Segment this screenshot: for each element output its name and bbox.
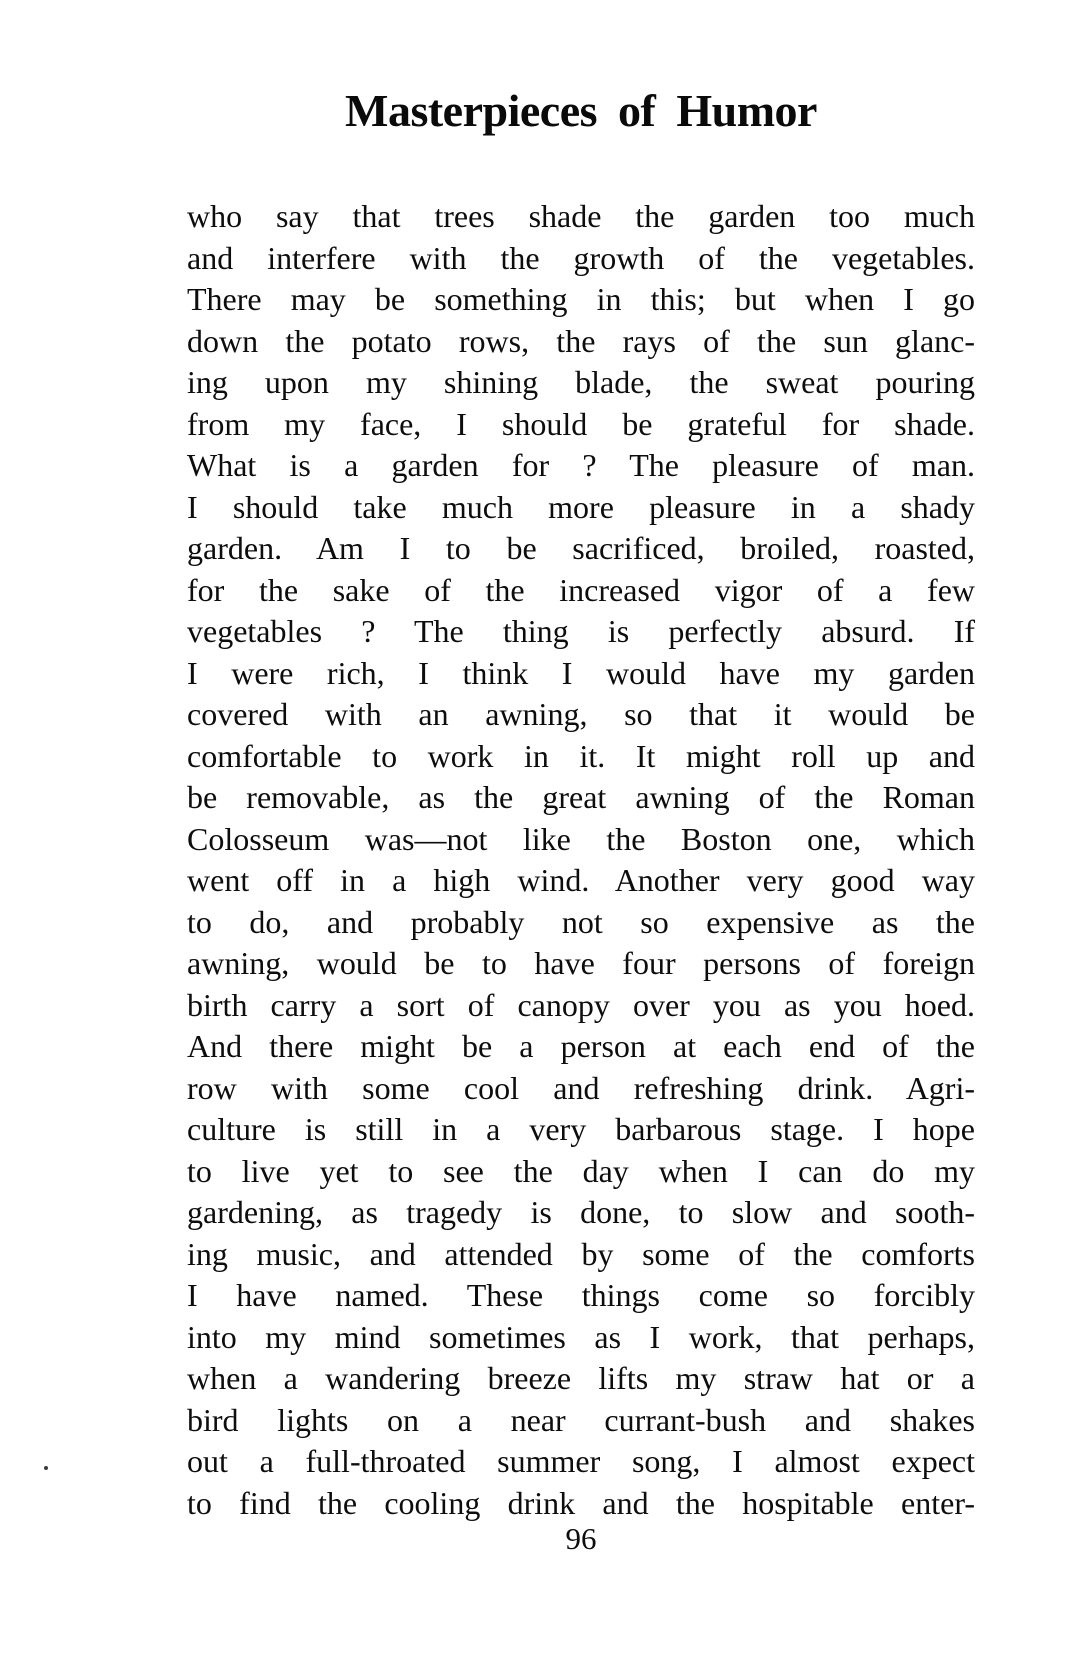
text-line: I have named. These things come so forcibly	[187, 1277, 975, 1313]
text-line: into my mind sometimes as I work, that perhaps,	[187, 1318, 975, 1355]
text-line: and interfere with the growth of the vegetables.	[187, 239, 975, 276]
text-line: There may be something in this; but when I go	[187, 281, 975, 317]
text-line: who say that trees shade the garden too much	[187, 198, 975, 234]
text-line: to live yet to see the day when I can do my	[187, 1152, 975, 1189]
text-line: be removable, as the great awning of the Roman	[187, 779, 975, 815]
text-line: culture is still in a very barbarous stage. I hope	[187, 1111, 975, 1147]
body-text	[187, 196, 975, 1524]
text-line: garden. Am I to be sacrificed, broiled, roasted,	[187, 530, 975, 566]
text-line: I were rich, I think I would have my garden	[187, 654, 975, 691]
text-line: I should take much more pleasure in a shady	[187, 488, 975, 525]
text-line: Colosseum was—not like the Boston one, which	[187, 820, 975, 857]
text-line: ing music, and attended by some of the comforts	[187, 1235, 975, 1272]
text-line: went off in a high wind. Another very good way	[187, 862, 975, 898]
text-line: birth carry a sort of canopy over you as you hoed.	[187, 986, 975, 1023]
text-line: out a full-throated summer song, I almost expect	[187, 1443, 975, 1479]
text-line: for the sake of the increased vigor of a few	[187, 571, 975, 608]
text-line: when a wandering breeze lifts my straw hat or a	[187, 1360, 975, 1396]
text-line: What is a garden for ? The pleasure of man.	[187, 447, 975, 483]
text-line: ing upon my shining blade, the sweat pouring	[187, 364, 975, 400]
text-line: down the potato rows, the rays of the sun glanc-	[187, 322, 975, 359]
text-line: from my face, I should be grateful for shade.	[187, 405, 975, 442]
running-title: Masterpieces of Humor	[345, 85, 817, 136]
page-number: 96	[565, 1521, 597, 1556]
text-line: bird lights on a near currant-bush and shakes	[187, 1401, 975, 1438]
text-line: comfortable to work in it. It might roll up and	[187, 737, 975, 774]
text-line: covered with an awning, so that it would be	[187, 696, 975, 732]
text-line: awning, would be to have four persons of foreign	[187, 945, 975, 981]
text-line: to do, and probably not so expensive as the	[187, 903, 975, 940]
text-line: to find the cooling drink and the hospitable enter-	[187, 1484, 975, 1521]
text-line: And there might be a person at each end of the	[187, 1028, 975, 1064]
text-line: row with some cool and refreshing drink. Agri-	[187, 1069, 975, 1106]
text-line: vegetables ? The thing is perfectly absurd. If	[187, 613, 975, 649]
text-line: gardening, as tragedy is done, to slow and sooth-	[187, 1194, 975, 1230]
scan-speck	[44, 1466, 48, 1470]
